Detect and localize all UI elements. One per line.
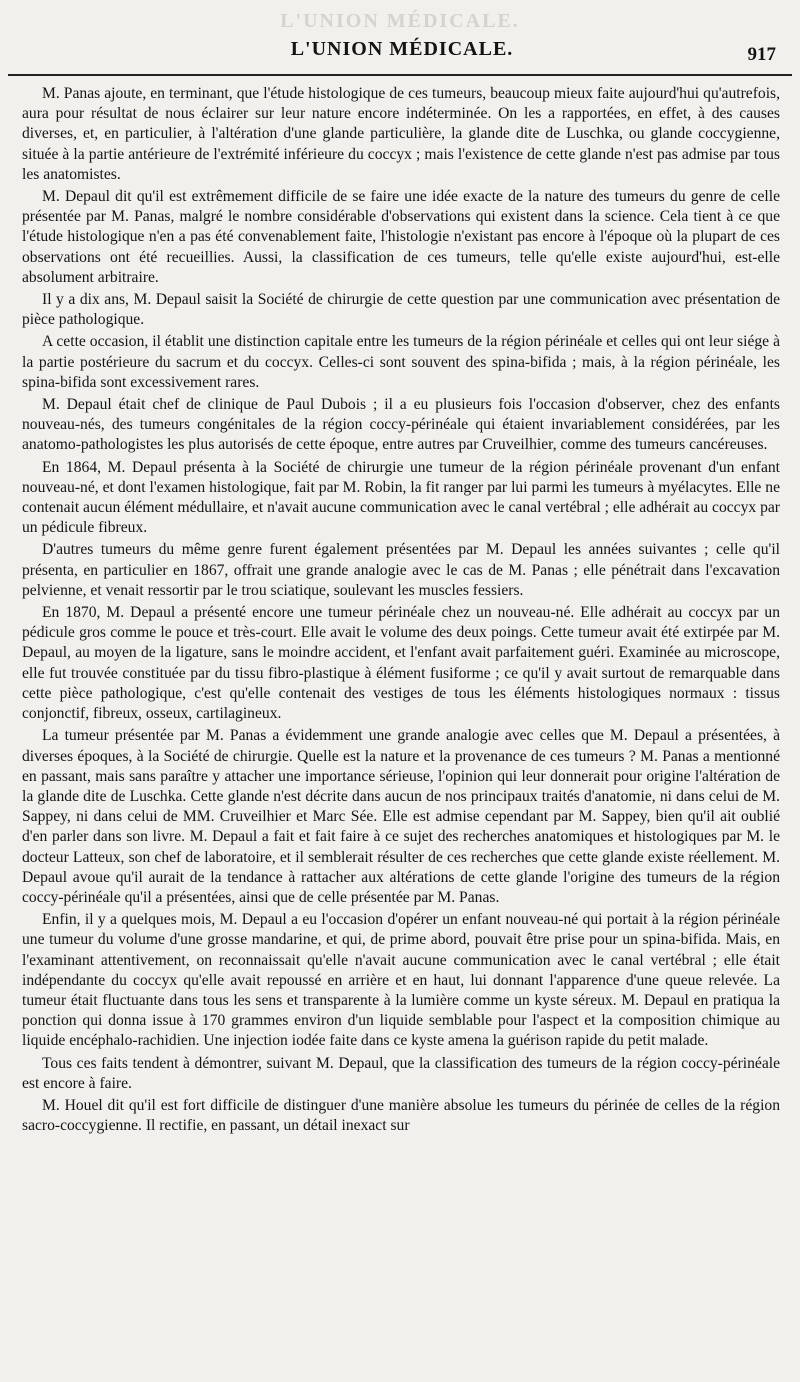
paragraph: M. Houel dit qu'il est fort difficile de distinguer d'une manière absolue les tumeurs du périnée de celles de la région sacro-coccygienne. Il rectifie, en passant, un détail inexact sur — [22, 1096, 780, 1135]
paragraph: En 1864, M. Depaul présenta à la Société de chirurgie une tumeur de la région périnéale provenant d'un enfant nouveau-né, et dont l'examen histologique, fait par M. Robin, la fit ranger par lui parmi les tumeurs à myélacytes. Elle ne contenait aucun élément médullaire, et n'avait aucune communication avec le canal vertébral ; elle adhérait au coccyx par un pédicule fibreux. — [22, 458, 780, 537]
paragraph: Enfin, il y a quelques mois, M. Depaul a eu l'occasion d'opérer un enfant nouveau-né qui portait à la région périnéale une tumeur du volume d'une grosse mandarine, et qui, de prime abord, pouvait être prise pour un spina-bifida. Mais, en l'examinant attentivement, on reconnaissait qu'elle n'avait aucune communication avec le canal vertébral ; elle était indépendante du coccyx qu'elle avait repoussé en arrière et en haut, lui donnant l'apparence d'une queue relevée. La tumeur était fluctuante dans tous les sens et transparente à la lumière comme un kyste séreux. M. Depaul en pratiqua la ponction qui donna issue à 170 grammes environ d'un liquide semblable pour l'aspect et la composition chimique au liquide encéphalo-rachidien. Une injection iodée faite dans ce kyste amena la guérison rapide du petit malade. — [22, 911, 780, 1050]
running-title: L'UNION MÉDICALE. — [290, 38, 514, 60]
paragraph: Tous ces faits tendent à démontrer, suivant M. Depaul, que la classification des tumeurs de la région coccy-périnéale est encore à faire. — [22, 1054, 780, 1092]
page-header — [22, 0, 782, 66]
paragraph: M. Depaul dit qu'il est extrêmement difficile de se faire une idée exacte de la nature des tumeurs du genre de celle présentée par M. Panas, malgré le nombre considérable d'observations qui existent dans la science. Cela tient à ce que l'étude histologique n'en a pas été convenablement faite, l'histologie n'existant pas encore à l'époque où la plupart de ces observations ont été recueillies. Aussi, la classification de ces tumeurs, telle qu'elle existe aujourd'hui, est-elle absolument arbitraire. — [22, 188, 780, 286]
paragraph: M. Depaul était chef de clinique de Paul Dubois ; il a eu plusieurs fois l'occasion d'observer, chez des enfants nouveau-nés, des tumeurs congénitales de la région coccy-périnéale qui étaient invariablement considérées, par les anatomo-pathologistes les plus autorisés de cette époque, entre autres par Cruveilhier, comme des tumeurs cancéreuses. — [22, 396, 780, 454]
page-number: 917 — [747, 44, 776, 65]
article-body — [22, 84, 780, 1138]
paragraph: D'autres tumeurs du même genre furent également présentées par M. Depaul les années suivantes ; celle qu'il présenta, en particulier en 1867, offrait une grande analogie avec le cas de M. Panas ; elle pénétrait dans l'excavation pelvienne, et venait ressortir par le trou sciatique, soulevant les muscles fessiers. — [22, 541, 780, 599]
bleed-through-title: L'UNION MÉDICALE. — [280, 10, 520, 32]
paragraph: En 1870, M. Depaul a présenté encore une tumeur périnéale chez un nouveau-né. Elle adhérait au coccyx par un pédicule gros comme le pouce et très-court. Elle avait le volume des deux poings. Cette tumeur avait été extirpée par M. Depaul, au moyen de la ligature, sans le moindre accident, et l'enfant avait parfaitement guéri. Examinée au microscope, elle fut trouvée constituée par du tissu fibro-plastique à élément fusiforme ; ce qu'il y avait surtout de remarquable dans cette pièce pathologique, c'est qu'elle contenait des vestiges de tous les éléments histologiques normaux : tissus conjonctif, fibreux, osseux, cartilagineux. — [22, 604, 780, 723]
paragraph: La tumeur présentée par M. Panas a évidemment une grande analogie avec celles que M. Depaul a présentées, à diverses époques, à la Société de chirurgie. Quelle est la nature et la provenance de ces tumeurs ? M. Panas a mentionné en passant, mais sans paraître y attacher une importance sérieuse, l'opinion qui leur donnerait pour origine l'altération de la glande dite de Luschka. Cette glande n'est décrite dans aucun de nos principaux traités d'anatomie, ni dans celui de M. Sappey, ni dans celui de MM. Cruveilhier et Marc Sée. Elle est admise cependant par M. Sappey, bien qu'il ait oublié d'en parler dans son livre. M. Depaul a fait et fait faire à ce sujet des recherches anatomiques et histologiques par M. le docteur Latteux, son chef de laboratoire, et il semblerait résulter de ces recherches que cette glande existe réellement. M. Depaul avoue qu'il aurait de la tendance à rattacher aux altérations de cette glande l'origine des tumeurs de la région coccy-périnéale qu'il a présentées, ainsi que de celle présentée par M. Panas. — [22, 727, 780, 906]
header-rule — [8, 74, 792, 76]
paragraph: Il y a dix ans, M. Depaul saisit la Société de chirurgie de cette question par une communication avec présentation de pièce pathologique. — [22, 291, 780, 329]
paragraph: A cette occasion, il établit une distinction capitale entre les tumeurs de la région périnéale et celles qui ont leur siége à la partie postérieure du sacrum et du coccyx. Celles-ci sont souvent des spina-bifida ; mais, à la région périnéale, les spina-bifida sont excessivement rares. — [22, 333, 780, 391]
paragraph: M. Panas ajoute, en terminant, que l'étude histologique de ces tumeurs, beaucoup mieux faite aujourd'hui qu'autrefois, aura pour résultat de nous éclairer sur leur nature encore indéterminée. On les a rapportées, en effet, à des causes diverses, et, en particulier, à l'altération d'une glande particulière, la glande dite de Luschka, ou glande coccygienne, située à la partie antérieure de l'extrémité inférieure du coccyx ; mais l'existence de cette glande n'est pas admise par tous les anatomistes. — [22, 85, 780, 183]
